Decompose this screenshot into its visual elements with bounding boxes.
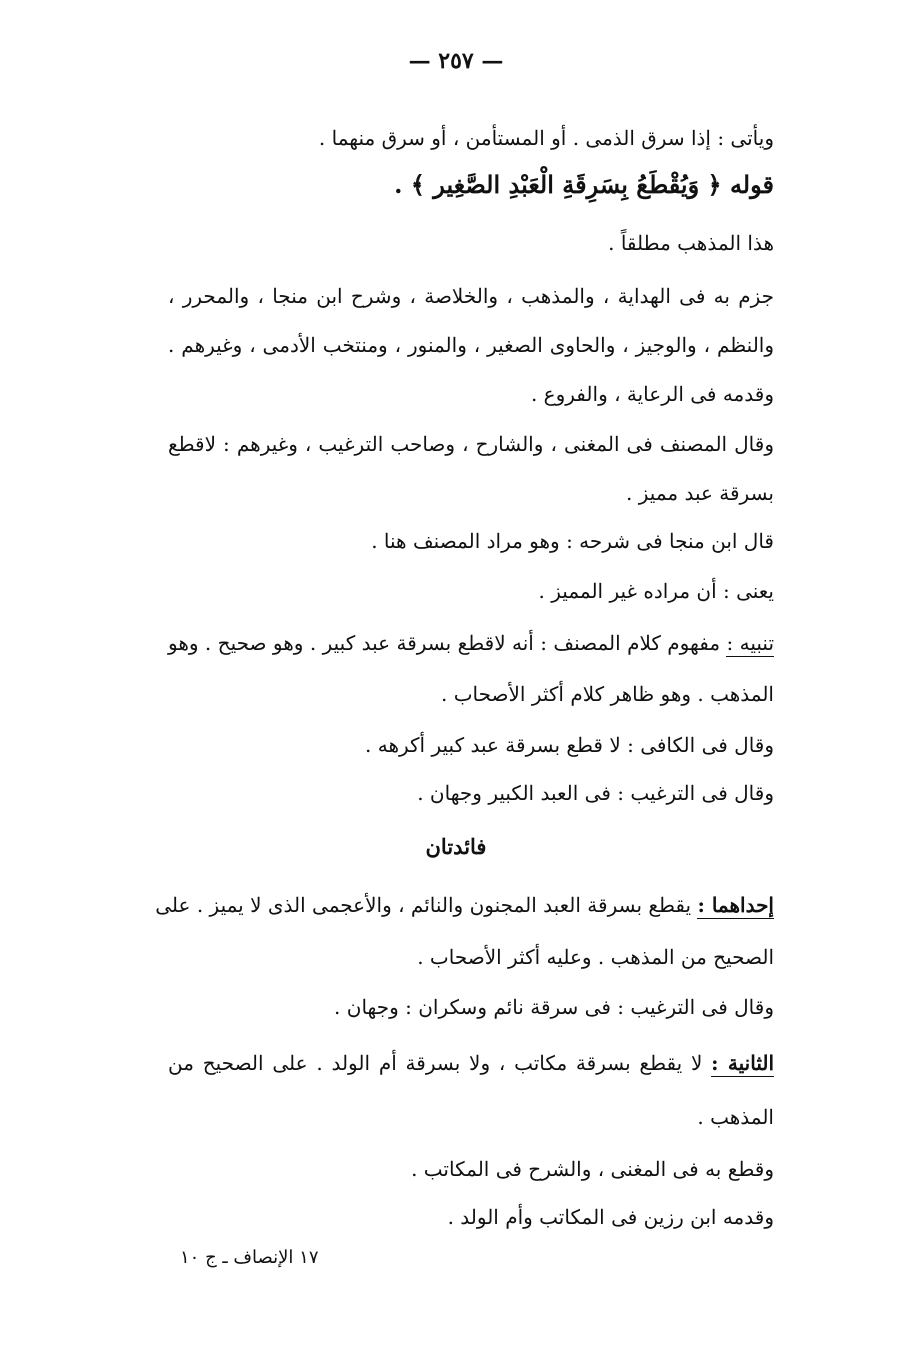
text-line: وقطع به فى المغنى ، والشرح فى المكاتب . (411, 1157, 774, 1181)
faidatan-heading: فائدتان (425, 834, 487, 859)
text-line: وقدمه ابن رزين فى المكاتب وأم الولد . (447, 1205, 774, 1229)
text-line: وقال فى الكافى : لا قطع بسرقة عبد كبير أكرهه . (365, 733, 774, 757)
tanbih-label: تنبيه : (726, 631, 775, 655)
text-line: وقال فى الترغيب : فى العبد الكبير وجهان . (417, 781, 774, 805)
ihdahuma-label: إحداهما : (697, 893, 774, 917)
page-number: — ٢٥٧ — (408, 48, 504, 74)
text-line: بسرقة عبد مميز . (626, 481, 774, 505)
first-point-text: يقطع بسرقة العبد المجنون والنائم ، والأعجمى الذى لا يميز . على (155, 893, 692, 917)
text-line: قال ابن منجا فى شرحه : وهو مراد المصنف هنا . (371, 529, 774, 553)
tanbih-paragraph (168, 628, 774, 658)
text-line: والنظم ، والوجيز ، والحاوى الصغير ، والمنور ، ومنتخب الأدمى ، وغيرهم . (168, 333, 774, 357)
text-line: المذهب . وهو ظاهر كلام أكثر الأصحاب . (440, 682, 774, 706)
text-line: المذهب . (697, 1105, 774, 1129)
text-line: الصحيح من المذهب . وعليه أكثر الأصحاب . (417, 945, 774, 969)
text-line: يعنى : أن مراده غير المميز . (538, 579, 774, 603)
printer-signature: ١٧ الإنصاف ـ ج ١٠ (180, 1247, 319, 1268)
first-point-paragraph (155, 890, 774, 920)
text-line: جزم به فى الهداية ، والمذهب ، والخلاصة ، وشرح ابن منجا ، والمحرر ، (168, 284, 774, 308)
text-line: وقال فى الترغيب : فى سرقة نائم وسكران : وجهان . (334, 995, 774, 1019)
section-title: قوله ﴿ وَيُقْطَعُ بِسَرِقَةِ الْعَبْدِ الصَّغِير ﴾ . (394, 170, 774, 199)
text-line: هذا المذهب مطلقاً . (608, 231, 774, 255)
text-line: وقال المصنف فى المغنى ، والشارح ، وصاحب الترغيب ، وغيرهم : لاقطع (168, 432, 774, 456)
tanbih-text: مفهوم كلام المصنف : أنه لاقطع بسرقة عبد كبير . وهو صحيح . وهو (168, 631, 721, 655)
second-point-paragraph (168, 1048, 774, 1078)
text-line: ويأتى : إذا سرق الذمى . أو المستأمن ، أو سرق منهما . (318, 126, 774, 150)
text-line: وقدمه فى الرعاية ، والفروع . (530, 382, 774, 406)
second-point-text: لا يقطع بسرقة مكاتب ، ولا بسرقة أم الولد . على الصحيح من (168, 1051, 703, 1075)
thaniya-label: الثانية : (711, 1051, 775, 1075)
